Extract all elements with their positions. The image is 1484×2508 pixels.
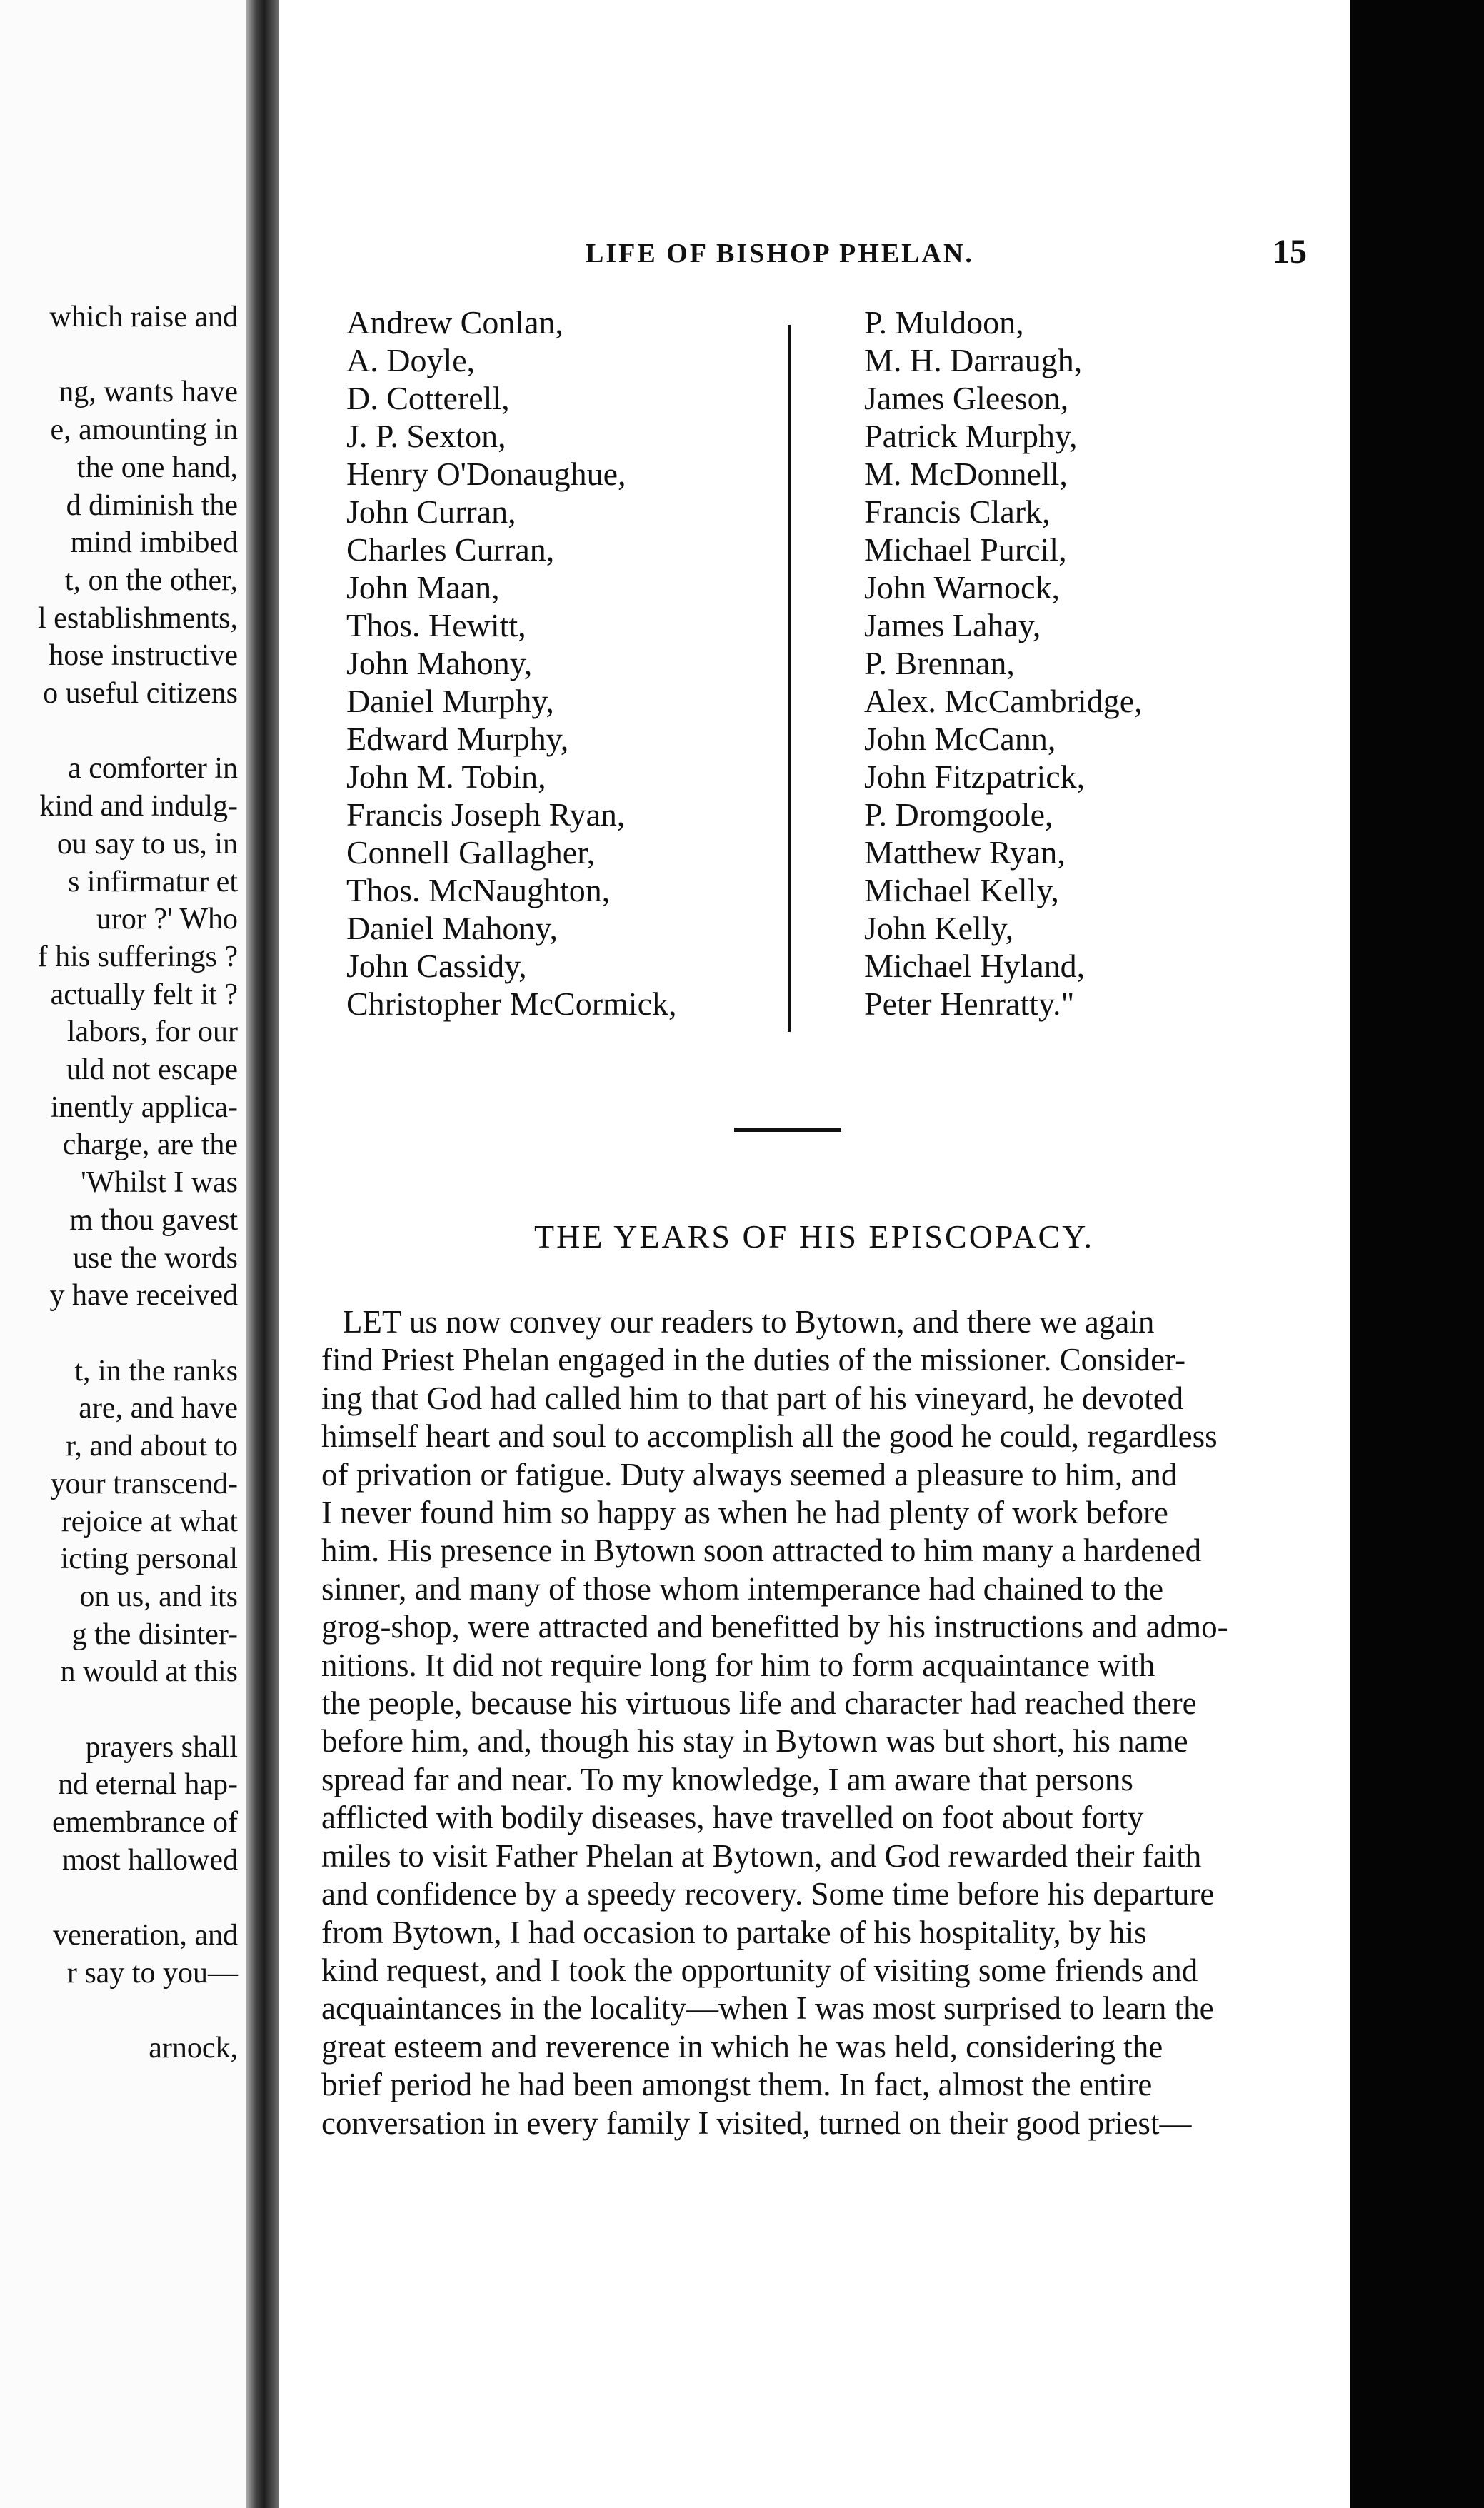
- subscriber-name: Michael Hyland,: [864, 948, 1086, 984]
- names-list-right: [864, 304, 1143, 1023]
- subscriber-name: John Fitzpatrick,: [864, 758, 1086, 795]
- names-list-left: [346, 304, 677, 1023]
- subscriber-name: Patrick Murphy,: [864, 418, 1078, 454]
- subscriber-name: D. Cotterell,: [346, 380, 510, 416]
- subscriber-name: P. Brennan,: [864, 645, 1015, 681]
- paragraph-line: kind request, and I took the opportunity of visiting some friends and: [321, 1952, 1198, 1988]
- facing-page-line: [38, 336, 238, 374]
- facing-page-line: most hallowed: [61, 1843, 238, 1877]
- facing-page-line: arnock,: [149, 2032, 238, 2065]
- subscriber-name: John Maan,: [346, 569, 500, 606]
- paragraph-line: conversation in every family I visited, turned on their good priest—: [321, 2105, 1192, 2141]
- paragraph-line: from Bytown, I had occasion to partake of his hospitality, by his: [321, 1914, 1147, 1950]
- facing-page-line: the one hand,: [76, 451, 238, 484]
- paragraph-line: ing that God had called him to that part of his vineyard, he devoted: [321, 1380, 1184, 1416]
- paragraph-line: grog-shop, were attracted and benefitted by his instructions and admo-: [321, 1609, 1228, 1645]
- facing-page-line: [38, 1691, 238, 1729]
- facing-page-line: use the words: [73, 1241, 238, 1275]
- subscriber-name: Daniel Mahony,: [346, 910, 558, 946]
- facing-page-line: are, and have: [79, 1392, 238, 1425]
- facing-page-line: e, amounting in: [50, 413, 238, 447]
- document-page: [279, 0, 1350, 2508]
- facing-page-line: t, in the ranks: [74, 1354, 238, 1388]
- subscriber-name: Michael Kelly,: [864, 872, 1059, 908]
- subscriber-name: A. Doyle,: [346, 342, 476, 378]
- column-divider: [788, 325, 791, 1032]
- subscriber-name: Matthew Ryan,: [864, 834, 1066, 871]
- subscriber-name: Henry O'Donaughue,: [346, 456, 626, 492]
- subscriber-name: Francis Joseph Ryan,: [346, 796, 626, 833]
- subscriber-name: Peter Henratty.": [864, 985, 1075, 1022]
- subscriber-name: Michael Purcil,: [864, 531, 1067, 568]
- facing-page-line: charge, are the: [62, 1128, 238, 1162]
- paragraph-line: and confidence by a speedy recovery. Some time before his departure: [321, 1876, 1215, 1912]
- paragraph-line: I never found him so happy as when he had plenty of work before: [321, 1495, 1168, 1531]
- subscriber-name: John M. Tobin,: [346, 758, 546, 795]
- paragraph-line: miles to visit Father Phelan at Bytown, and God rewarded their faith: [321, 1837, 1202, 1874]
- subscriber-name: M. McDonnell,: [864, 456, 1068, 492]
- facing-page-line: nd eternal hap-: [58, 1768, 238, 1802]
- facing-page-line: [38, 1880, 238, 1917]
- subscriber-name: M. H. Darraugh,: [864, 342, 1083, 378]
- paragraph-line: nitions. It did not require long for him to form acquaintance with: [321, 1647, 1155, 1683]
- page-header: [279, 232, 1350, 275]
- subscriber-name: John Mahony,: [346, 645, 533, 681]
- body-paragraph: [279, 1303, 1350, 2142]
- facing-page-line: on us, and its: [79, 1580, 238, 1613]
- paragraph-line: sinner, and many of those whom intemperance had chained to the: [321, 1570, 1164, 1607]
- running-head: LIFE OF BISHOP PHELAN.: [586, 239, 974, 269]
- facing-page-line: prayers shall: [85, 1730, 238, 1764]
- page-number: 15: [1273, 233, 1307, 271]
- subscriber-name: John Cassidy,: [346, 948, 527, 984]
- facing-page-line: [38, 713, 238, 751]
- facing-page-line: uror ?' Who: [96, 903, 238, 936]
- book-gutter: [246, 0, 279, 2508]
- subscriber-name: Francis Clark,: [864, 493, 1051, 530]
- subscriber-name: Edward Murphy,: [346, 721, 569, 757]
- facing-page-line: 'Whilst I was: [81, 1166, 238, 1200]
- paragraph-line: of privation or fatigue. Duty always seemed a pleasure to him, and: [321, 1456, 1178, 1493]
- facing-page-line: which raise and: [49, 301, 238, 333]
- facing-page-line: t, on the other,: [64, 563, 238, 597]
- facing-page-line: o useful citizens: [43, 677, 238, 711]
- facing-page-line: mind imbibed: [70, 526, 238, 560]
- facing-page-line: hose instructive: [49, 639, 238, 673]
- paragraph-line: find Priest Phelan engaged in the duties of the missioner. Consider-: [321, 1342, 1186, 1378]
- facing-page-line: y have received: [49, 1279, 238, 1313]
- subscriber-name: John Curran,: [346, 493, 516, 530]
- facing-page-line: emembrance of: [51, 1806, 238, 1840]
- facing-page-line: g the disinter-: [71, 1617, 238, 1651]
- facing-page-line: l establishments,: [38, 601, 238, 635]
- scan-edge-right: [1350, 0, 1484, 2508]
- facing-page-line: veneration, and: [53, 1919, 238, 1952]
- subscriber-name: Connell Gallagher,: [346, 834, 596, 871]
- facing-page-line: actually felt it ?: [50, 978, 238, 1011]
- facing-page-line: [38, 1315, 238, 1353]
- facing-page-line: n would at this: [60, 1655, 238, 1689]
- paragraph-line: acquaintances in the locality—when I was most surprised to learn the: [321, 1990, 1214, 2027]
- paragraph-line: the people, because his virtuous life and character had reached there: [321, 1685, 1197, 1722]
- facing-page-line: icting personal: [60, 1543, 238, 1576]
- facing-page-line: a comforter in: [68, 752, 238, 786]
- facing-page-line: uld not escape: [66, 1053, 238, 1087]
- paragraph-line: himself heart and soul to accomplish all the good he could, regardless: [321, 1418, 1218, 1455]
- facing-page-line: m thou gavest: [69, 1203, 238, 1237]
- subscriber-name: P. Muldoon,: [864, 304, 1024, 341]
- facing-page-line: labors, for our: [66, 1015, 238, 1049]
- facing-page-line: d diminish the: [66, 488, 238, 522]
- subscriber-name: Alex. McCambridge,: [864, 683, 1143, 719]
- facing-page-line: [38, 1992, 238, 2030]
- paragraph-line: afflicted with bodily diseases, have travelled on foot about forty: [321, 1800, 1144, 1836]
- paragraph-line: before him, and, though his stay in Bytown was but short, his name: [321, 1723, 1188, 1760]
- subscriber-name: Andrew Conlan,: [346, 304, 564, 341]
- paragraph-line: LET us now convey our readers to Bytown, and there we again: [343, 1304, 1155, 1340]
- subscriber-name: Christopher McCormick,: [346, 985, 677, 1022]
- facing-page-line: r, and about to: [66, 1430, 238, 1463]
- section-divider-rule: [734, 1128, 841, 1132]
- paragraph-line: great esteem and reverence in which he was held, considering the: [321, 2028, 1163, 2065]
- facing-page-line: ou say to us, in: [56, 827, 238, 861]
- subscriber-name: J. P. Sexton,: [346, 418, 506, 454]
- facing-page-fragment: [0, 0, 246, 2508]
- facing-page-line: inently applica-: [50, 1090, 238, 1124]
- subscriber-name: James Lahay,: [864, 607, 1041, 643]
- paragraph-line: spread far and near. To my knowledge, I am aware that persons: [321, 1761, 1133, 1797]
- facing-page-line: rejoice at what: [61, 1505, 238, 1538]
- subscriber-name: John Kelly,: [864, 910, 1014, 946]
- subscriber-name: James Gleeson,: [864, 380, 1069, 416]
- facing-page-line: kind and indulg-: [39, 790, 238, 823]
- paragraph-line: brief period he had been amongst them. In fact, almost the entire: [321, 2067, 1153, 2103]
- subscriber-name: John Warnock,: [864, 569, 1060, 606]
- subscriber-name: Charles Curran,: [346, 531, 555, 568]
- subscriber-name: John McCann,: [864, 721, 1056, 757]
- section-title: THE YEARS OF HIS EPISCOPACY.: [534, 1218, 1094, 1255]
- subscriber-name: Daniel Murphy,: [346, 683, 554, 719]
- facing-page-line: s infirmatur et: [68, 865, 238, 898]
- subscriber-name: P. Dromgoole,: [864, 796, 1053, 833]
- facing-page-text: [38, 299, 238, 2067]
- facing-page-line: f his sufferings ?: [37, 940, 238, 973]
- subscriber-name: Thos. Hewitt,: [346, 607, 526, 643]
- facing-page-line: your transcend-: [50, 1467, 238, 1500]
- facing-page-line: r say to you—: [66, 1956, 238, 1990]
- paragraph-line: him. His presence in Bytown soon attracted to him many a hardened: [321, 1533, 1202, 1569]
- facing-page-line: ng, wants have: [59, 376, 238, 409]
- subscriber-name: Thos. McNaughton,: [346, 872, 611, 908]
